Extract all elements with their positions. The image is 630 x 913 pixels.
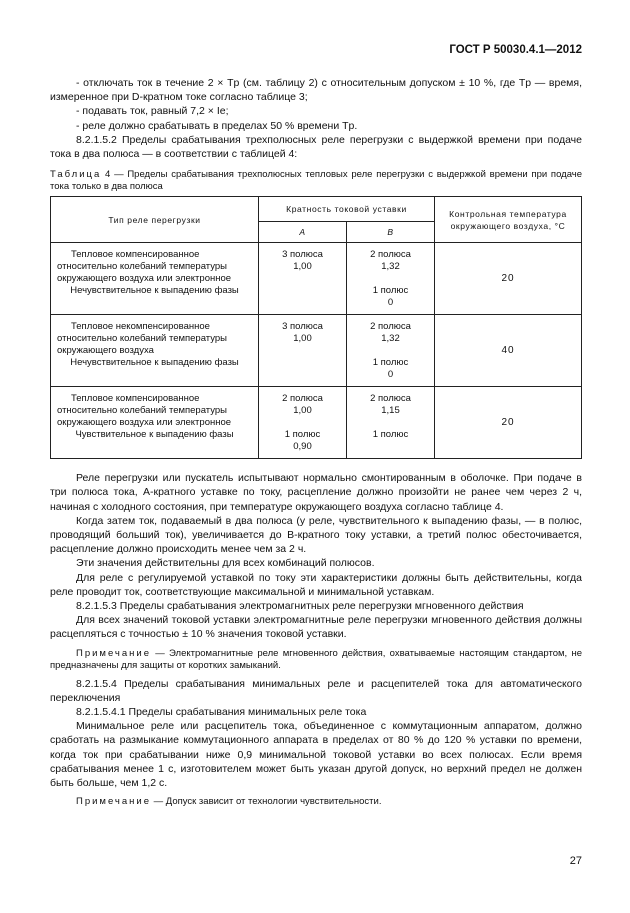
a-poles: 2 полюса <box>282 393 323 405</box>
section-heading: 8.2.1.5.3 Пределы срабатывания электромагнитных реле перегрузки мгновенного действия <box>76 600 524 613</box>
col-header-temperature: Контрольная температура окружающего воздуха, °С <box>435 197 582 243</box>
phase-sensitivity: Нечувствительное к выпадению фазы <box>70 285 239 297</box>
paragraph: Реле перегрузки или пускатель испытывают нормально смонтированным в оболочке. При подаче в три полюса тока, A-кратного уставке по току, расцепление должно произойти не ранее чем через 2 ч, начиная с холодного состояния, при температуре окружающего воздуха согласно таблице 4. <box>50 472 582 513</box>
relay-type: Тепловое компенсированное относительно колебаний температуры окружающего воздуха или электронное <box>57 393 232 429</box>
table-row <box>51 243 582 315</box>
note-label: Примечание <box>76 796 151 808</box>
relay-type-cell <box>51 243 259 315</box>
page-body <box>50 76 582 813</box>
temperature-cell: 20 <box>435 387 582 459</box>
relay-type: Тепловое компенсированное относительно колебаний температуры окружающего воздуха или электронное <box>57 249 232 285</box>
value-a-cell <box>259 387 347 459</box>
section-heading: 8.2.1.5.2 Пределы срабатывания трехполюсных реле перегрузки с выдержкой времени при подаче тока в два полюса — в соответствии с таблицей 4: <box>50 133 582 161</box>
value-a-cell <box>259 315 347 387</box>
note-label: Примечание <box>76 647 151 659</box>
paragraph: Когда затем ток, подаваемый в два полюса (у реле, чувствительного к выпадению фазы, — в полюс, проводящий больший ток), увеличивается до B-кратного току уставки, а третий полюс обесточивается, расцепление должно происходить менее чем за 2 ч. <box>50 514 582 556</box>
intro-line-3: - реле должно срабатывать в пределах 50 % времени Tр. <box>76 119 358 132</box>
b-poles: 2 полюса <box>370 321 411 333</box>
document-header: ГОСТ Р 50030.4.1—2012 <box>449 44 582 56</box>
note-text: — Электромагнитные реле мгновенного действия, охватываемые настоящим стандартом, не предназначены для защиты от коротких замыканий. <box>50 647 582 672</box>
b-value: 1,15 <box>381 405 400 417</box>
b-value-2: 0 <box>387 297 394 309</box>
a-value: 1,00 <box>293 261 312 273</box>
col-header-multiplicity: Кратность токовой уставки <box>259 197 435 222</box>
col-header-b: B <box>347 222 435 243</box>
note-2 <box>50 796 582 809</box>
a-poles: 3 полюса <box>282 321 323 333</box>
temperature-cell: 20 <box>435 243 582 315</box>
phase-sensitivity: Нечувствительное к выпадению фазы <box>70 357 239 369</box>
a-value: 1,00 <box>293 405 312 417</box>
temperature-cell: 40 <box>435 315 582 387</box>
paragraph: Эти значения действительны для всех комбинаций полюсов. <box>76 557 375 570</box>
a-value-2: 0,90 <box>293 441 312 453</box>
paragraph: Минимальное реле или расцепитель тока, объединенное с коммутационным аппаратом, должно сработать на размыкание коммутационного аппарата в пределах от 80 % до 120 % уставки по времени, когда ток при срабатывании ниже 0,9 минимальной токовой уставки во всех полюсах. Если время срабатывания менее 1 с, изготовителем может быть указан другой допуск, но верхний предел не должен быть больше, чем 1,2 с. <box>50 720 582 790</box>
b-poles: 2 полюса <box>370 393 411 405</box>
value-a-cell <box>259 243 347 315</box>
table-caption-label: Таблица <box>50 169 102 181</box>
a-poles-2: 1 полюс <box>284 429 321 441</box>
paragraph: Для всех значений токовой уставки электромагнитные реле перегрузки мгновенного действия должны расцепляться с точностью ± 10 % значения токовой уставки. <box>50 614 582 641</box>
b-poles: 2 полюса <box>370 249 411 261</box>
a-value: 1,00 <box>293 333 312 345</box>
table-4 <box>50 196 582 459</box>
paragraph: Для реле с регулируемой уставкой по току эти характеристики должны быть действительны, когда реле проводит ток, соответствующие максимальной и минимальной уставкам. <box>50 571 582 598</box>
a-poles: 3 полюса <box>282 249 323 261</box>
b-poles-2: 1 полюс <box>372 285 409 297</box>
note-1 <box>50 648 582 673</box>
table-row <box>51 315 582 387</box>
intro-line-1: - отключать ток в течение 2 × Tр (см. таблицу 2) с относительным допуском ± 10 %, где Tр — время, измеренное при D-кратном токе согласно таблице 3; <box>50 77 582 104</box>
page-number: 27 <box>569 855 582 867</box>
b-value: 1,32 <box>381 261 400 273</box>
phase-sensitivity: Чувствительное к выпадению фазы <box>75 429 234 441</box>
b-poles-2: 1 полюс <box>372 357 409 369</box>
section-heading: 8.2.1.5.4.1 Пределы срабатывания минимальных реле тока <box>76 706 367 719</box>
col-header-type: Тип реле перегрузки <box>51 197 259 243</box>
intro-line-2: - подавать ток, равный 7,2 × Ie; <box>76 105 229 118</box>
table-caption <box>50 169 582 193</box>
col-header-a: A <box>259 222 347 243</box>
table-caption-text: 4 — Пределы срабатывания трехполюсных тепловых реле перегрузки с выдержкой времени при подаче тока только в два полюса <box>50 169 583 193</box>
relay-type-cell <box>51 387 259 459</box>
section-heading: 8.2.1.5.4 Пределы срабатывания минимальных реле и расцепителей тока для автоматического переключения <box>50 677 582 704</box>
value-b-cell <box>347 315 435 387</box>
b-value-2: 0 <box>387 369 394 381</box>
value-b-cell <box>347 243 435 315</box>
relay-type-cell <box>51 315 259 387</box>
table-row <box>51 387 582 459</box>
value-b-cell <box>347 387 435 459</box>
note-text: — Допуск зависит от технологии чувствительности. <box>153 796 382 808</box>
relay-type: Тепловое некомпенсированное относительно колебаний температуры окружающего воздуха <box>57 321 228 357</box>
b-poles-2: 1 полюс <box>372 429 409 441</box>
b-value: 1,32 <box>381 333 400 345</box>
